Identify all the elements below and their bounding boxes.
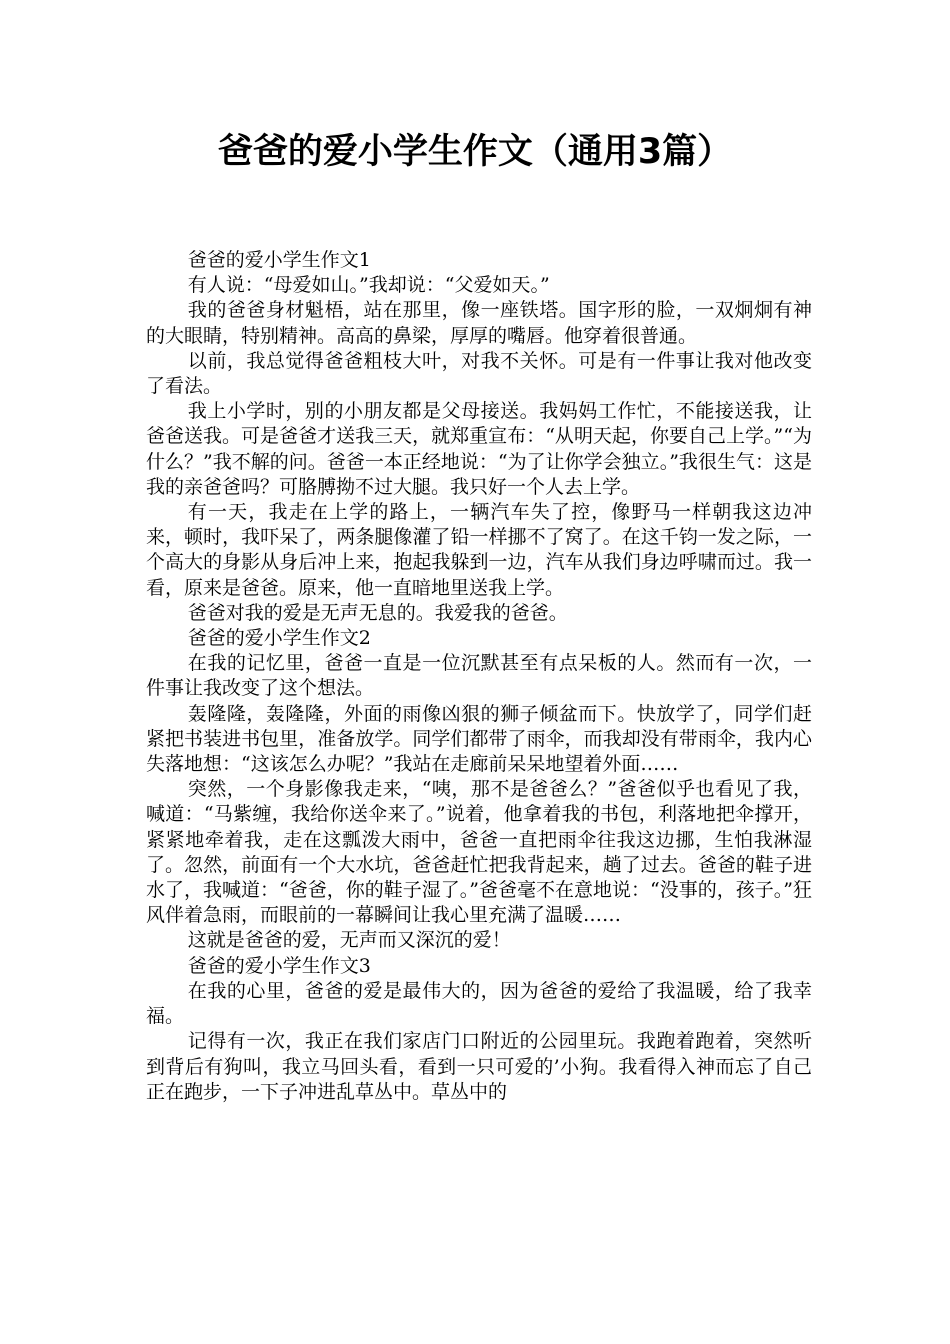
paragraph: 我上小学时，别的小朋友都是父母接送。我妈妈工作忙，不能接送我，让爸爸送我。可是爸爸才送我三天，就郑重宣布：“从明天起，你要自己上学。”“为什么？”我不解的问。爸爸一本正经地说：“为了让你学会独立。”我很生气：这是我的亲爸爸吗？可胳膊拗不过大腿。我只好一个人去上学。: [146, 400, 812, 498]
paragraph: 有一天，我走在上学的路上，一辆汽车失了控，像野马一样朝我这边冲来，顿时，我吓呆了，两条腿像灌了铅一样挪不了窝了。在这千钧一发之际，一个高大的身影从身后冲上来，抱起我躲到一边，汽车从我们身边呼啸而过。我一看，原来是爸爸。原来，他一直暗地里送我上学。: [146, 501, 812, 599]
paragraph: 爸爸对我的爱是无声无息的。我爱我的爸爸。: [187, 601, 568, 624]
paragraph: 有人说：“母爱如山。”我却说：“父爱如天。”: [187, 274, 550, 297]
paragraph: 在我的心里，爸爸的爱是最伟大的，因为爸爸的爱给了我温暖，给了我幸福。: [146, 979, 812, 1028]
paragraph: 在我的记忆里，爸爸一直是一位沉默甚至有点呆板的人。然而有一次，一件事让我改变了这个想法。: [146, 652, 812, 700]
paragraph: 以前，我总觉得爸爸粗枝大叶，对我不关怀。可是有一件事让我对他改变了看法。: [146, 349, 812, 398]
section-heading-2: 爸爸的爱小学生作文2: [187, 627, 371, 650]
section-heading-3: 爸爸的爱小学生作文3: [187, 954, 371, 977]
paragraph: 这就是爸爸的爱，无声而又深沉的爱！: [187, 929, 511, 952]
document-body: [146, 248, 812, 1105]
paragraph: 突然，一个身影像我走来，“咦，那不是爸爸么？”爸爸似乎也看见了我，喊道：“马紫缠，我给你送伞来了。”说着，他拿着我的书包，利落地把伞撑开，紧紧地牵着我，走在这瓢泼大雨中，爸爸一直把雨伞往我这边挪，生怕我淋湿了。忽然，前面有一个大水坑，爸爸赶忙把我背起来，趟了过去。爸爸的鞋子进水了，我喊道：“爸爸，你的鞋子湿了。”爸爸毫不在意地说：“没事的，孩子。”狂风伴着急雨，而眼前的一幕瞬间让我心里充满了温暖……: [146, 778, 812, 927]
paragraph: 轰隆隆，轰隆隆，外面的雨像凶狠的狮子倾盆而下。快放学了，同学们赶紧把书装进书包里，准备放学。同学们都带了雨伞，而我却没有带雨伞，我内心失落地想：“这该怎么办呢？”我站在走廊前呆呆地望着外面……: [146, 702, 812, 776]
paragraph: 我的爸爸身材魁梧，站在那里，像一座铁塔。国字形的脸，一双炯炯有神的大眼睛，特别精神。高高的鼻梁，厚厚的嘴唇。他穿着很普通。: [146, 299, 812, 347]
document-title: 爸爸的爱小学生作文（通用3篇）: [217, 132, 733, 172]
section-heading-1: 爸爸的爱小学生作文1: [187, 249, 371, 271]
paragraph: 记得有一次，我正在我们家店门口附近的公园里玩。我跑着跑着，突然听到背后有狗叫，我立马回头看，看到一只可爱的’小狗。我看得入神而忘了自己正在跑步，一下子冲进乱草丛中。草丛中的: [146, 1030, 812, 1103]
